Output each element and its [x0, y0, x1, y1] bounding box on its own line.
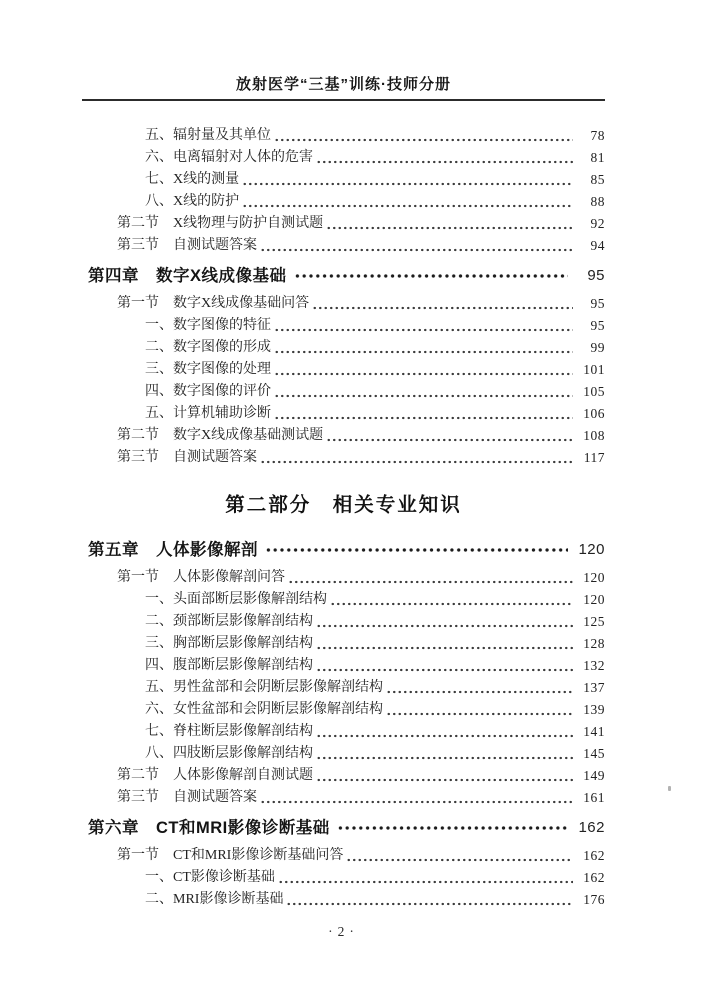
toc-entry-label: 五、计算机辅助诊断 [145, 406, 271, 421]
toc-entry-item [82, 589, 605, 611]
dot-leader [274, 403, 573, 425]
toc-entry-page: 95 [590, 318, 605, 333]
toc-entry-label: 一、头面部断层影像解剖结构 [145, 592, 327, 607]
toc-entry-label: 二、数字图像的形成 [145, 340, 271, 355]
toc-entry-label: 一、数字图像的特征 [145, 318, 271, 333]
toc-entry-page: 162 [583, 870, 605, 885]
toc-entry-page: 176 [583, 892, 605, 907]
toc-entry-item [82, 337, 605, 359]
toc-entry-section [82, 787, 605, 809]
toc-entry-chapter [82, 815, 605, 841]
page-number: ·2· [328, 924, 359, 939]
text-column [82, 0, 605, 911]
toc-entry-label: 八、四肢断层影像解剖结构 [145, 746, 313, 761]
toc-entry-page: 108 [583, 428, 605, 443]
toc-entry-label: 第二部分 相关专业知识 [225, 494, 462, 516]
dot-leader [294, 263, 568, 289]
toc-entry-page: 149 [583, 768, 605, 783]
toc-entry-page: 85 [590, 172, 605, 187]
dot-leader [274, 337, 573, 359]
toc-entry-page: 132 [583, 658, 605, 673]
dot-leader [330, 589, 573, 611]
toc-entry-label: 第二节 X线物理与防护自测试题 [117, 216, 324, 231]
toc-entry-item [82, 381, 605, 403]
toc-entry-page: 128 [583, 636, 605, 651]
dot-leader [286, 889, 573, 911]
toc-entry-item [82, 611, 605, 633]
toc-entry-section [82, 447, 605, 469]
toc-entry-label: 二、颈部断层影像解剖结构 [145, 614, 313, 629]
dot-leader [316, 611, 573, 633]
dot-leader [386, 699, 573, 721]
toc-entry-label: 一、CT影像诊断基础 [145, 870, 275, 885]
dot-leader [278, 867, 573, 889]
toc-entry-section [82, 213, 605, 235]
scan-speck [668, 786, 671, 791]
dot-leader [316, 743, 573, 765]
toc-entry-label: 第一节 CT和MRI影像诊断基础问答 [117, 848, 344, 863]
dot-leader [337, 815, 568, 841]
toc-entry-label: 第五章 人体影像解剖 [88, 541, 258, 559]
toc-entry-item [82, 315, 605, 337]
toc-part-heading [82, 491, 605, 519]
toc-entry-item [82, 721, 605, 743]
toc-entry-page: 161 [583, 790, 605, 805]
dot-leader [316, 633, 573, 655]
toc-entry-page: 94 [590, 238, 605, 253]
page-footer [82, 924, 605, 940]
toc-entry-label: 第三节 自测试题答案 [117, 450, 257, 465]
dot-leader [242, 169, 573, 191]
toc-entry-page: 101 [583, 362, 605, 377]
toc-entry-page: 145 [583, 746, 605, 761]
toc-entry-page: 105 [583, 384, 605, 399]
toc-entry-label: 第四章 数字X线成像基础 [88, 267, 287, 285]
toc-entry-label: 四、腹部断层影像解剖结构 [145, 658, 313, 673]
toc-entry-label: 第二节 人体影像解剖自测试题 [117, 768, 313, 783]
dot-leader [274, 359, 573, 381]
toc-entry-page: 139 [583, 702, 605, 717]
toc-entry-label: 二、MRI影像诊断基础 [145, 892, 284, 907]
toc-entry-label: 七、脊柱断层影像解剖结构 [145, 724, 313, 739]
toc-entry-label: 第三节 自测试题答案 [117, 790, 257, 805]
toc-entry-page: 99 [590, 340, 605, 355]
toc-entry-page: 162 [583, 848, 605, 863]
dot-leader [316, 765, 573, 787]
dot-leader [346, 845, 573, 867]
toc-entry-page: 137 [583, 680, 605, 695]
dot-leader [326, 425, 573, 447]
toc-entry-item [82, 655, 605, 677]
toc-entry-item [82, 633, 605, 655]
toc-entry-page: 88 [590, 194, 605, 209]
dot-leader [260, 787, 573, 809]
toc-entry-label: 七、X线的测量 [145, 172, 240, 187]
toc-entry-item [82, 403, 605, 425]
page-header-title: 放射医学“三基”训练·技师分册 [236, 76, 451, 93]
toc-entry-page: 125 [583, 614, 605, 629]
dot-leader [274, 125, 573, 147]
toc-entry-item [82, 867, 605, 889]
header-rule [82, 99, 605, 101]
toc-entry-page: 141 [583, 724, 605, 739]
toc-entry-page: 106 [583, 406, 605, 421]
toc-entry-section [82, 765, 605, 787]
toc-entry-label: 六、电离辐射对人体的危害 [145, 150, 313, 165]
dot-leader [386, 677, 573, 699]
dot-leader [288, 567, 573, 589]
toc-entry-section [82, 425, 605, 447]
toc-entry-page: 162 [578, 819, 605, 836]
toc-entry-page: 81 [590, 150, 605, 165]
toc-entry-section [82, 845, 605, 867]
toc-entry-page: 120 [578, 541, 605, 558]
toc-entry-label: 第三节 自测试题答案 [117, 238, 257, 253]
toc-entry-item [82, 699, 605, 721]
toc-entry-label: 三、数字图像的处理 [145, 362, 271, 377]
toc-entry-label: 四、数字图像的评价 [145, 384, 271, 399]
toc-entry-item [82, 147, 605, 169]
toc-entry-chapter [82, 537, 605, 563]
toc-entry-section [82, 235, 605, 257]
toc-entry-page: 120 [583, 570, 605, 585]
dot-leader [260, 447, 573, 469]
toc-entry-item [82, 191, 605, 213]
dot-leader [260, 235, 573, 257]
toc-entry-label: 第一节 数字X线成像基础问答 [117, 296, 310, 311]
toc-entry-page: 92 [590, 216, 605, 231]
toc-entry-label: 五、辐射量及其单位 [145, 128, 271, 143]
toc-entry-label: 六、女性盆部和会阴断层影像解剖结构 [145, 702, 383, 717]
toc-entry-item [82, 169, 605, 191]
dot-leader [316, 721, 573, 743]
toc-entry-item [82, 359, 605, 381]
dot-leader [316, 655, 573, 677]
toc-entry-label: 第六章 CT和MRI影像诊断基础 [88, 819, 330, 837]
dot-leader [326, 213, 573, 235]
toc-entry-label: 第一节 人体影像解剖问答 [117, 570, 285, 585]
toc-entry-page: 78 [590, 128, 605, 143]
toc-list [82, 125, 605, 911]
dot-leader [265, 537, 568, 563]
toc-entry-page: 117 [583, 450, 605, 465]
toc-entry-page: 95 [587, 267, 605, 284]
toc-entry-item [82, 125, 605, 147]
toc-entry-item [82, 743, 605, 765]
dot-leader [274, 381, 573, 403]
dot-leader [316, 147, 573, 169]
toc-entry-page: 95 [590, 296, 605, 311]
dot-leader [312, 293, 573, 315]
toc-entry-label: 八、X线的防护 [145, 194, 240, 209]
toc-entry-label: 五、男性盆部和会阴断层影像解剖结构 [145, 680, 383, 695]
dot-leader [274, 315, 573, 337]
toc-entry-chapter [82, 263, 605, 289]
toc-entry-item [82, 677, 605, 699]
toc-entry-section [82, 293, 605, 315]
toc-entry-label: 第二节 数字X线成像基础测试题 [117, 428, 324, 443]
toc-entry-section [82, 567, 605, 589]
toc-entry-item [82, 889, 605, 911]
toc-entry-label: 三、胸部断层影像解剖结构 [145, 636, 313, 651]
dot-leader [242, 191, 573, 213]
toc-entry-page: 120 [583, 592, 605, 607]
